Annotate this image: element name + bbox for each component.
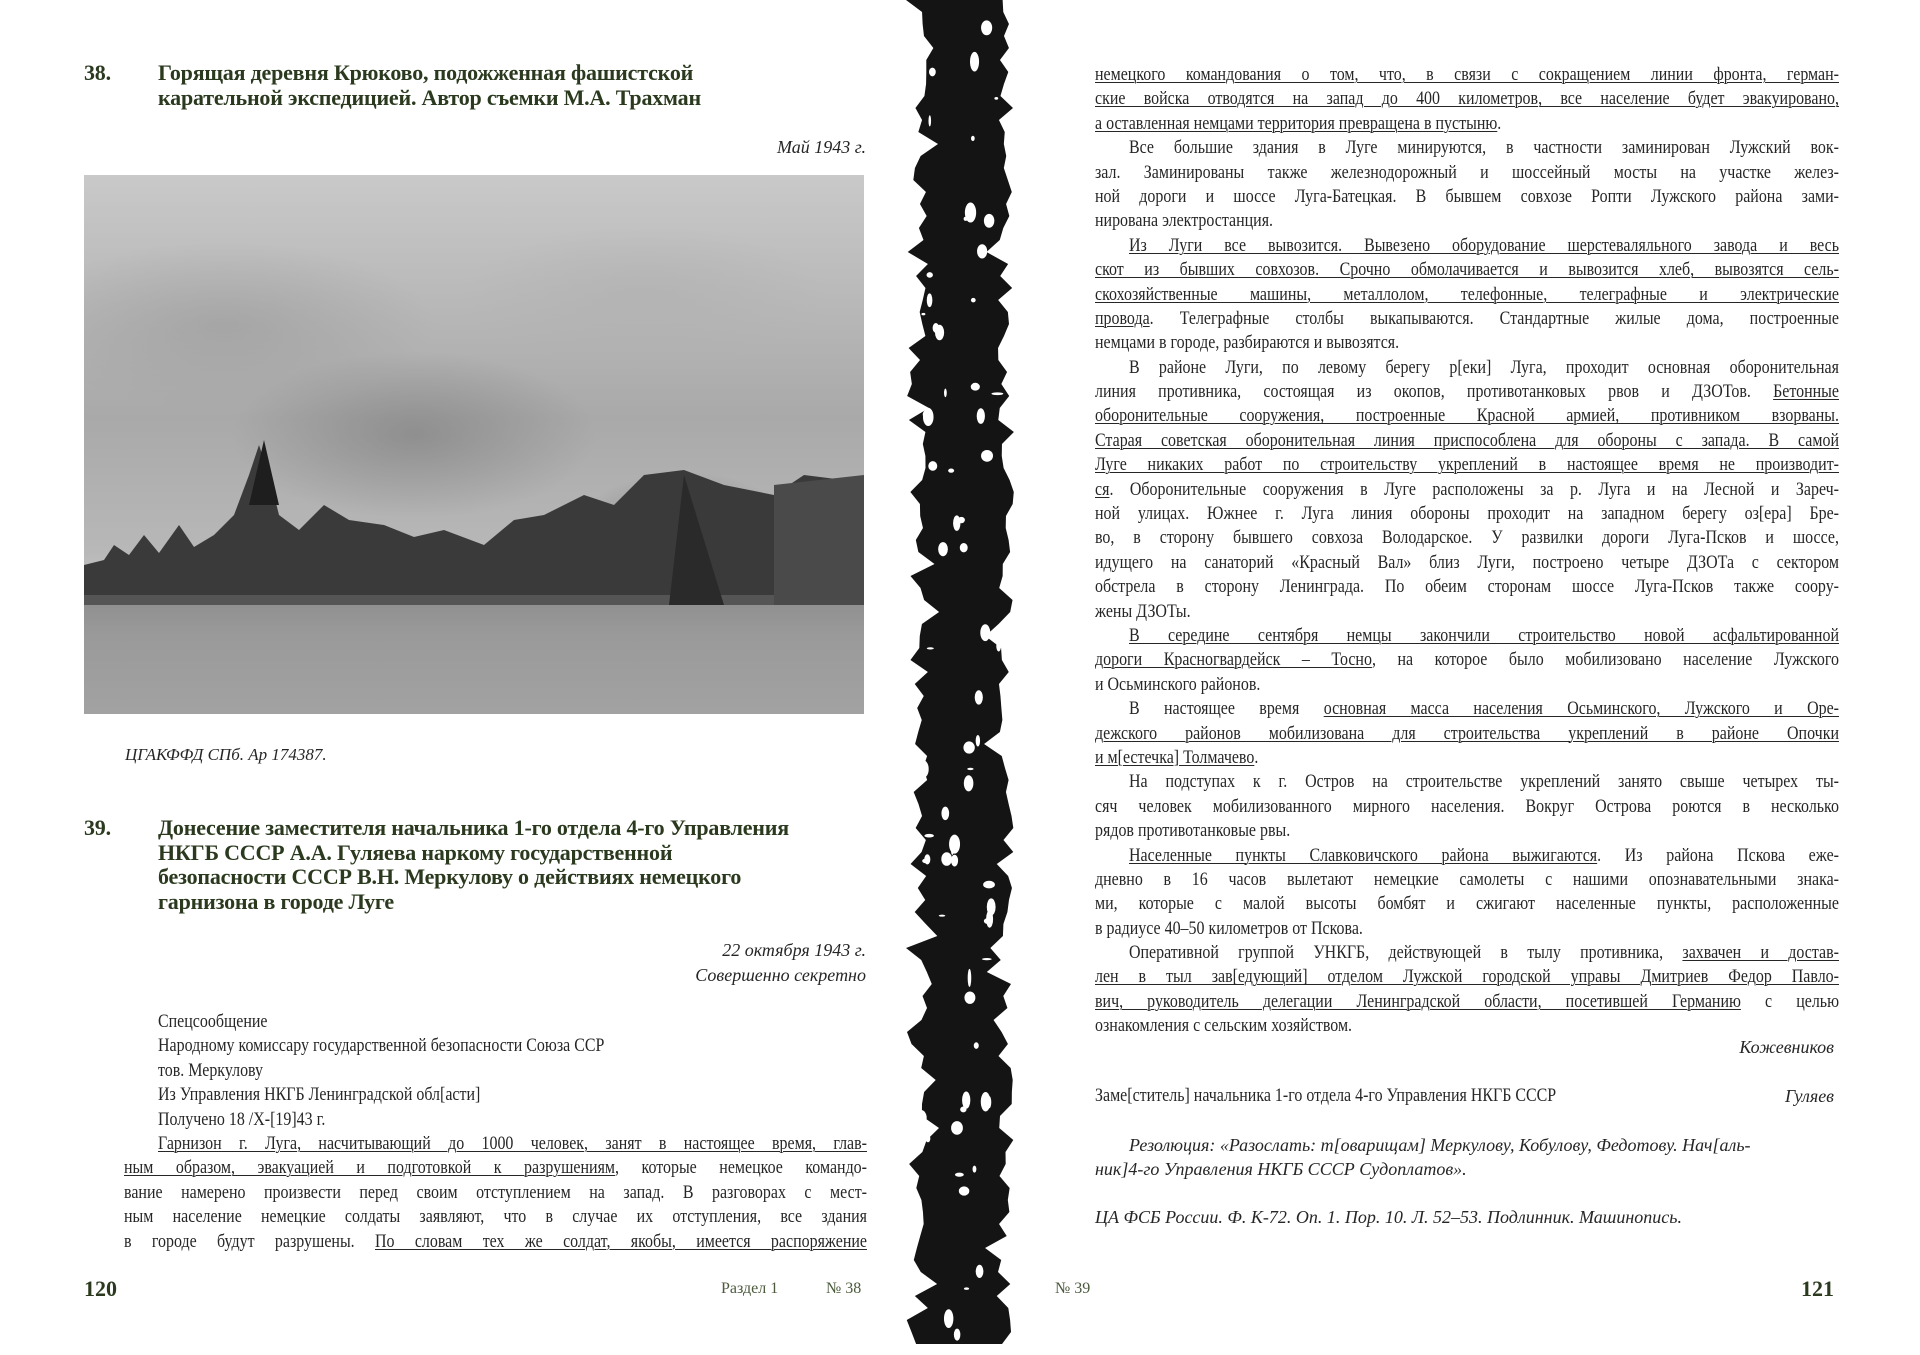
text-segment: Получено 18 /X-[19]43 г. — [157, 1108, 326, 1130]
stripe-speck — [948, 468, 954, 472]
text-line — [1095, 234, 1839, 258]
text-line — [1095, 429, 1839, 453]
text-segment: в городе будут разрушены. — [124, 1230, 375, 1252]
underlined-text: основная масса населения Осьминского, Лужского и Оре- — [1323, 698, 1839, 720]
underlined-text: оборонительные сооружения, построенные Красной армией, противником взорваны. — [1095, 405, 1839, 427]
stripe-speck — [970, 52, 979, 72]
stripe-speck — [954, 1329, 960, 1341]
text-line — [1095, 795, 1839, 819]
text-line — [1095, 575, 1839, 599]
stripe-speck — [982, 958, 992, 960]
underlined-text: Из Луги все вывозится. Вывезено оборудование шерстеваляльного завода и весь — [1128, 234, 1839, 256]
doc39-title-line: безопасности СССР В.Н. Меркулову о действиях немецкого — [158, 864, 742, 889]
text-segment: . — [1497, 112, 1502, 134]
stripe-speck — [973, 1166, 977, 1173]
text-segment: В районе Луги, по левому берегу р[еки] Луга, проходит основная оборонительная — [1128, 356, 1839, 378]
stripe-speck — [967, 768, 973, 770]
text-line — [1095, 673, 1839, 697]
stripe-speck — [921, 313, 925, 315]
text-line — [1095, 404, 1839, 428]
page-number-left: 120 — [84, 1276, 117, 1301]
text-segment: . Оборонительные сооружения в Луге расположены за р. Луга и на Лесной и Зареч- — [1109, 478, 1839, 500]
stripe-speck — [964, 991, 975, 1003]
text-segment: и Осьминского районов. — [1095, 673, 1261, 695]
gutter-black-stripe — [890, 0, 1030, 1355]
stripe-speck — [951, 855, 958, 867]
text-line — [1095, 502, 1839, 526]
stripe-speck — [924, 834, 933, 838]
stripe-shape — [906, 0, 1014, 1344]
text-segment: во, в сторону бывшего совхоза Володарское. У развилки дороги Луга-Псков и шоссе, — [1095, 527, 1839, 549]
text-line — [124, 1230, 867, 1254]
text-line — [1095, 283, 1839, 307]
text-line — [1095, 112, 1839, 136]
photo-treeline — [84, 175, 864, 714]
text-line — [1095, 161, 1839, 185]
stripe-speck — [964, 775, 974, 791]
signature-kozhevnikov: Кожевников — [1739, 1037, 1834, 1057]
text-segment: нирована электростанция. — [1095, 210, 1274, 232]
underlined-text: провода — [1095, 307, 1150, 329]
text-segment: В настоящее время — [1128, 698, 1324, 720]
text-segment: Все большие здания в Луге минируются, в частности заминирован Лужский вок- — [1128, 137, 1839, 159]
stripe-speck — [955, 1173, 964, 1177]
text-segment: рядов противотанковые рвы. — [1095, 820, 1291, 842]
stripe-speck — [991, 392, 1003, 395]
text-segment: Спецсообщение — [157, 1011, 268, 1032]
text-segment: немцами в городе, разбираются и вывозятся. — [1095, 332, 1400, 354]
text-segment: сяч человек мобилизованного мирного населения. Вокруг Острова роются в несколько — [1095, 795, 1839, 817]
resolution — [1095, 1133, 1839, 1182]
stripe-speck — [922, 859, 928, 863]
text-line — [1095, 63, 1839, 87]
text-line — [1095, 185, 1839, 209]
text-line — [1095, 770, 1839, 794]
stripe-speck — [976, 1265, 984, 1278]
stripe-speck — [923, 410, 931, 420]
text-line — [124, 1059, 867, 1083]
underlined-text: По словам тех же солдат, якобы, имеется распоряжение — [374, 1230, 867, 1252]
text-line — [1095, 965, 1839, 989]
underlined-text: Населенные пункты Славковичского района выжигаются — [1128, 844, 1598, 866]
text-line — [124, 1108, 867, 1132]
doc39-title-line: гарнизона в городе Луге — [158, 888, 394, 914]
text-line — [124, 1156, 867, 1180]
doc39-title-line: Донесение заместителя начальника 1-го отдела 4-го Управления — [158, 815, 789, 840]
stripe-speck — [960, 543, 968, 552]
text-line — [1095, 526, 1839, 550]
text-segment: ной улицах. Южнее г. Луга линия обороны проходит на западном берегу оз[ера] Бре- — [1095, 503, 1839, 525]
stripe-speck — [928, 115, 931, 126]
stripe-speck — [975, 690, 983, 704]
doc-number-right: № 39 — [1055, 1280, 1091, 1297]
stripe-speck — [964, 1287, 969, 1290]
underlined-text: Луге никаких работ по строительству укреплений в настоящее время не производит- — [1095, 454, 1839, 476]
stripe-speck — [939, 915, 946, 917]
stripe-speck — [944, 1309, 953, 1328]
text-line — [124, 1010, 867, 1034]
photo-burning-village — [84, 175, 864, 714]
photo-caption: ЦГАКФФД СПб. Ар 174387. — [125, 745, 327, 764]
stripe-speck — [959, 1186, 970, 1195]
signer-name: Гуляев — [1785, 1086, 1834, 1106]
doc39-number: 39. — [84, 815, 111, 840]
text-line — [1095, 746, 1839, 770]
stripe-speck — [919, 761, 929, 778]
stripe-speck — [941, 852, 952, 866]
stripe-speck — [949, 835, 960, 854]
left-body-text — [124, 1010, 867, 1254]
stripe-speck — [927, 293, 933, 307]
stripe-speck — [980, 624, 990, 641]
stripe-speck — [929, 68, 936, 77]
stripe-speck — [960, 1107, 966, 1113]
underlined-text: дороги Красногвардейск – Тосно — [1095, 649, 1372, 671]
stripe-speck — [935, 325, 944, 341]
text-line — [1095, 624, 1839, 648]
text-line — [1095, 258, 1839, 282]
text-line — [124, 1181, 867, 1205]
text-line — [1095, 697, 1839, 721]
text-segment: ми, которые с малой высоты бомбят и сжигают населенные пункты, расположенные — [1095, 893, 1839, 915]
stripe-speck — [968, 969, 972, 987]
text-segment: Из Управления НКГБ Ленинградской обл[асти] — [157, 1084, 481, 1106]
underlined-text: захвачен и достав- — [1682, 942, 1839, 964]
text-line — [124, 1083, 867, 1107]
doc39-title-line: НКГБ СССР А.А. Гуляева наркому государственной — [158, 839, 673, 865]
text-line — [1095, 478, 1839, 502]
stripe-speck — [976, 735, 980, 747]
text-segment: обстрела в сторону Ленинграда. По обеим сторонам шоссе Луга-Псков также соору- — [1095, 576, 1839, 598]
stripe-speck — [958, 517, 965, 523]
text-line — [1095, 844, 1839, 868]
stripe-speck — [987, 1096, 991, 1108]
doc38-title-line: карательной экспедицией. Автор съемки М.А. Трахман — [158, 84, 701, 110]
text-line — [124, 1034, 867, 1058]
doc39-date: 22 октября 1943 г. — [722, 940, 866, 960]
doc39-classification: Совершенно секретно — [695, 965, 866, 985]
text-line — [124, 1132, 867, 1156]
stripe-speck — [996, 640, 1001, 651]
stripe-speck — [926, 1135, 931, 1142]
underlined-text: скохозяйственные машины, металлолом, телефонные, телеграфные и электрические — [1095, 283, 1839, 305]
underlined-text: Бетонные — [1773, 381, 1839, 403]
signer-title: Заме[ститель] начальника 1-го отдела 4-го Управления НКГБ СССР — [1095, 1085, 1557, 1106]
resolution-line: Резолюция: «Разослать: т[оварищам] Меркулову, Кобулову, Федотову. Нач[аль- — [1129, 1135, 1751, 1155]
underlined-text: лен в тыл зав[едующий] отделом Лужской городской управы Дмитриев Федор Павло- — [1095, 966, 1839, 988]
text-segment: Народному комиссару государственной безопасности Союза ССР — [157, 1035, 605, 1057]
stripe-speck — [971, 136, 975, 141]
doc-number-left: № 38 — [826, 1280, 862, 1297]
stripe-speck — [944, 389, 947, 398]
underlined-text: вич, руководитель делегации Ленинградской области, посетившей Германию — [1095, 990, 1741, 1012]
stripe-speck — [921, 1136, 924, 1142]
text-line — [1095, 892, 1839, 916]
text-segment: ознакомления с сельским хозяйством. — [1095, 1015, 1353, 1037]
text-segment: тов. Меркулову — [157, 1059, 264, 1081]
stripe-speck — [938, 542, 948, 556]
text-line — [1095, 136, 1839, 160]
stripe-speck — [916, 1110, 927, 1126]
text-segment: . Телеграфные столбы выкапываются. Стандартные жилые дома, построенные — [1149, 307, 1839, 329]
stripe-speck — [983, 881, 995, 889]
text-segment: идущего на санаторий «Красный Вал» близ Луги, построено четыре ДЗОТа с сектором — [1095, 551, 1839, 573]
text-line — [1095, 819, 1839, 843]
doc38-date: Май 1943 г. — [776, 137, 866, 157]
text-segment: с целью — [1740, 990, 1839, 1012]
stripe-speck — [981, 20, 992, 35]
stripe-speck — [981, 450, 993, 462]
underlined-text: Гарнизон г. Луга, насчитывающий до 1000 человек, занят в настоящее время, глав- — [157, 1132, 867, 1154]
text-line — [1095, 551, 1839, 575]
text-line — [1095, 868, 1839, 892]
underlined-text: и м[естечка] Толмачево — [1095, 746, 1255, 768]
underlined-text: дежского районов мобилизована для строительства укреплений в районе Опочки — [1095, 722, 1839, 744]
text-line — [1095, 600, 1839, 624]
text-segment: , на которое было мобилизовано население Лужского — [1371, 649, 1839, 671]
text-segment: На подступах к г. Остров на строительстве укреплений занято свыше четырех ты- — [1128, 771, 1839, 793]
text-line — [1095, 356, 1839, 380]
stripe-speck — [984, 214, 994, 228]
stripe-speck — [962, 1091, 970, 1108]
doc38-number: 38. — [84, 60, 111, 85]
stripe-speck — [951, 1121, 963, 1135]
text-line — [1095, 87, 1839, 111]
text-line — [1095, 453, 1839, 477]
text-segment: в радиусе 40–50 километров от Пскова. — [1095, 917, 1363, 939]
text-line — [1095, 722, 1839, 746]
text-line — [1095, 307, 1839, 331]
archive-source: ЦА ФСБ России. Ф. К-72. Оп. 1. Пор. 10. Л. 52–53. Подлинник. Машинопись. — [1095, 1207, 1682, 1227]
text-segment: жены ДЗОТы. — [1095, 600, 1191, 622]
underlined-text: а оставленная немцами территория превращена в пустыню — [1095, 112, 1498, 134]
doc39-heading — [84, 816, 884, 916]
stripe-speck — [971, 298, 976, 303]
stripe-speck — [941, 807, 949, 820]
stripe-speck — [928, 461, 937, 471]
stripe-speck — [927, 647, 934, 649]
stripe-speck — [994, 97, 998, 100]
text-segment: дневно в 16 часов вылетают немецкие самолеты с нашими опознавательными знака- — [1095, 868, 1839, 890]
stripe-speck — [984, 918, 992, 924]
text-segment: Оперативной группой УНКГБ, действующей в тылу противника, — [1128, 942, 1683, 964]
text-segment: ным население немецкие солдаты заявляют, что в случае их отступления, все здания — [124, 1206, 867, 1228]
text-line — [1095, 380, 1839, 404]
underlined-text: Старая советская оборонительная линия приспособлена для обороны с запада. В самой — [1095, 429, 1839, 451]
underlined-text: ным образом, эвакуацией и подготовкой к разрушениям — [124, 1157, 616, 1179]
text-line — [1095, 990, 1839, 1014]
underlined-text: немецкого командования о том, что, в связи с сокращением линии фронта, герман- — [1095, 64, 1839, 85]
stripe-speck — [977, 244, 987, 258]
resolution-line: ник]4-го Управления НКГБ СССР Судоплатов». — [1095, 1159, 1467, 1180]
text-segment: линия противника, состоящая из окопов, противотанковых рвов и ДЗОТов. — [1095, 381, 1774, 403]
underlined-text: скот из бывших совхозов. Срочно обмолачивается и вывозится хлеб, вывозятся сель- — [1095, 259, 1839, 281]
stripe-speck — [927, 272, 933, 278]
text-line — [1095, 648, 1839, 672]
text-segment: вание намерено произвести перед своим отступлением на запад. В разговорах с мест- — [124, 1181, 867, 1203]
page-number-right: 121 — [1801, 1276, 1834, 1301]
stripe-speck — [987, 898, 996, 915]
text-line — [124, 1205, 867, 1229]
text-segment: . Из района Пскова еже- — [1597, 844, 1839, 866]
doc38-heading — [84, 61, 884, 111]
text-line — [1095, 209, 1839, 233]
text-segment: . — [1254, 746, 1259, 768]
text-line — [1095, 941, 1839, 965]
underlined-text: В середине сентября немцы закончили строительство новой асфальтированной — [1128, 624, 1839, 646]
text-line — [1095, 331, 1839, 355]
underlined-text: ские войска отводятся на запад до 400 километров, все население будет эвакуировано, — [1095, 88, 1839, 110]
underlined-text: ся — [1095, 478, 1110, 500]
stripe-speck — [963, 741, 974, 753]
right-body-text — [1095, 63, 1839, 1039]
text-line — [1095, 917, 1839, 941]
text-segment: , которые немецкое командо- — [615, 1157, 867, 1179]
stripe-speck — [977, 408, 985, 424]
stripe-speck — [971, 383, 980, 391]
section-label: Раздел 1 — [721, 1280, 779, 1297]
text-segment: ной дороги и шоссе Луга-Батецкая. В бывшем совхозе Ропти Лужского района зами- — [1095, 185, 1839, 207]
stripe-speck — [974, 1042, 979, 1049]
doc38-title-line: Горящая деревня Крюково, подожженная фашистской — [158, 60, 694, 85]
text-segment: зал. Заминированы также железнодорожный и шоссейный мосты на участке желез- — [1095, 161, 1839, 183]
stripe-speck — [951, 848, 954, 855]
stripe-speck — [965, 203, 976, 223]
